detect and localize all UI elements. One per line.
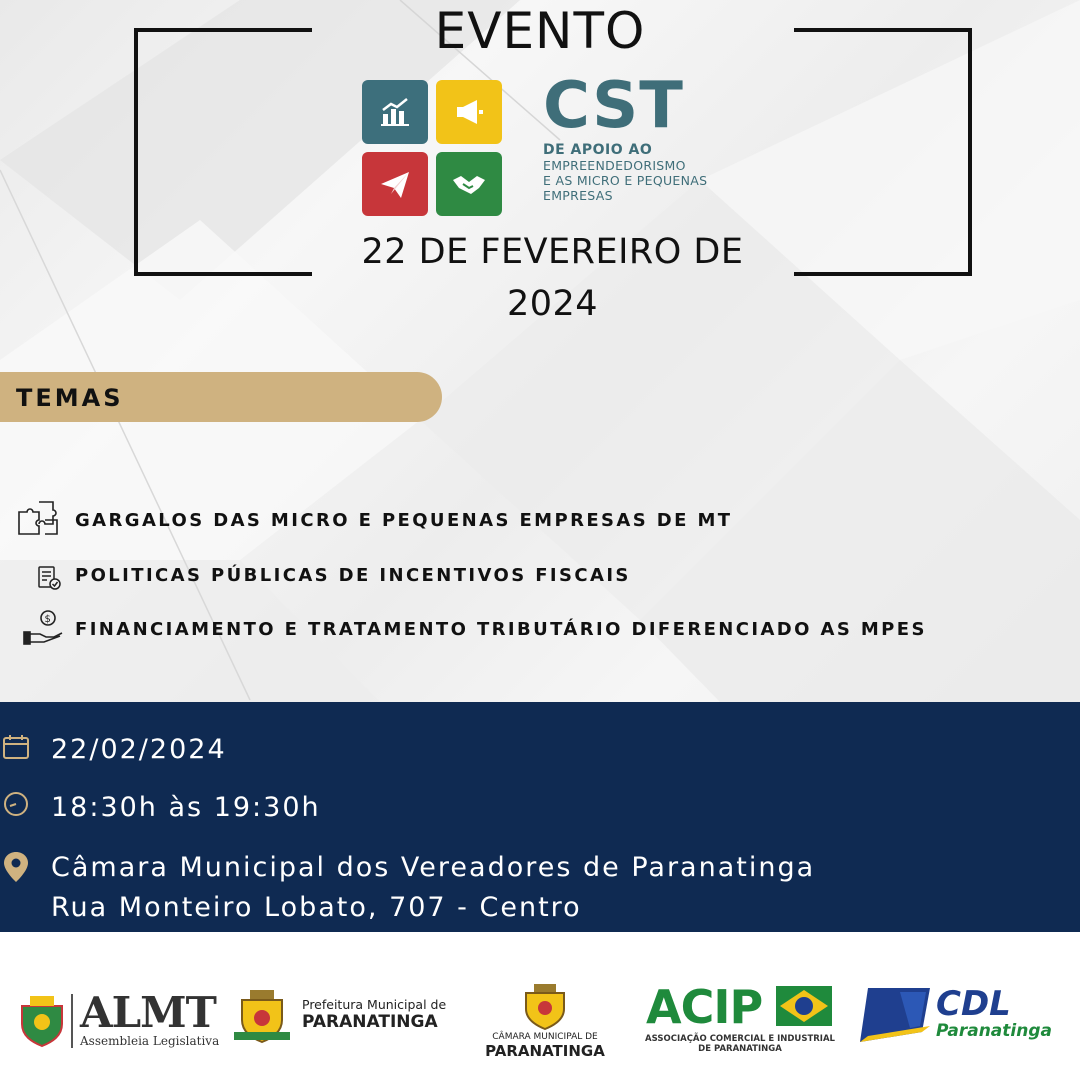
acip-flag-icon bbox=[776, 986, 832, 1030]
almt-logo bbox=[80, 988, 220, 1048]
calendar-icon bbox=[2, 734, 30, 764]
camara-crest-icon bbox=[520, 982, 570, 1036]
paper-plane-icon bbox=[362, 152, 428, 216]
event-info-band bbox=[0, 702, 1080, 932]
cdl-name: CDL bbox=[936, 984, 1011, 1024]
camara-logo bbox=[470, 1032, 620, 1060]
cdl-mark-icon bbox=[860, 988, 930, 1048]
cst-line: EMPRESAS bbox=[543, 188, 613, 203]
event-label: EVENTO bbox=[434, 2, 646, 60]
prefeitura-logo bbox=[302, 997, 446, 1032]
acip-sub bbox=[640, 1034, 840, 1054]
topic-item bbox=[0, 557, 1000, 597]
topic-label: FINANCIAMENTO E TRATAMENTO TRIBUTÁRIO DIFERENCIADO AS MPES bbox=[75, 619, 927, 640]
event-date: 22/02/2024 bbox=[51, 734, 227, 765]
topic-label: GARGALOS DAS MICRO E PEQUENAS EMPRESAS DE MT bbox=[75, 510, 733, 531]
topic-item bbox=[0, 611, 1000, 651]
bar-chart-icon bbox=[362, 80, 428, 144]
svg-text:$: $ bbox=[44, 614, 51, 625]
puzzle-icon bbox=[16, 498, 60, 542]
prefeitura-line1: Prefeitura Municipal de bbox=[302, 997, 447, 1012]
checklist-icon bbox=[37, 565, 61, 595]
info-date-row bbox=[0, 730, 1080, 770]
almt-sub: Assembleia Legislativa bbox=[80, 1034, 220, 1048]
event-address: Rua Monteiro Lobato, 707 - Centro bbox=[51, 892, 582, 923]
cst-line: EMPREENDEDORISMO bbox=[543, 158, 686, 173]
cdl-sub: Paranatinga bbox=[936, 1021, 1052, 1041]
acip-line1: ASSOCIAÇÃO COMERCIAL E INDUSTRIAL bbox=[645, 1034, 835, 1044]
date-heading-line1: 22 DE FEVEREIRO DE bbox=[361, 232, 744, 272]
cst-logo-text bbox=[543, 70, 707, 203]
date-heading-line2: 2024 bbox=[506, 284, 599, 324]
cdl-logo bbox=[936, 984, 1052, 1041]
cst-logo-tiles bbox=[362, 80, 502, 218]
money-hand-icon bbox=[22, 608, 66, 652]
handshake-icon bbox=[436, 152, 502, 216]
camara-line2: PARANATINGA bbox=[485, 1042, 605, 1060]
cst-title: CST bbox=[543, 69, 684, 143]
clock-icon bbox=[2, 790, 30, 822]
camara-line1: CÂMARA MUNICIPAL DE bbox=[492, 1032, 598, 1042]
cst-line: E AS MICRO E PEQUENAS bbox=[543, 173, 708, 188]
info-time-row bbox=[0, 788, 1080, 828]
almt-divider bbox=[71, 994, 73, 1048]
temas-banner bbox=[0, 372, 442, 422]
event-venue: Câmara Municipal dos Vereadores de Paranatinga bbox=[51, 852, 816, 883]
prefeitura-line2: PARANATINGA bbox=[302, 1012, 438, 1032]
topic-label: POLITICAS PÚBLICAS DE INCENTIVOS FISCAIS bbox=[75, 565, 631, 586]
acip-logo bbox=[646, 980, 763, 1034]
sponsor-logos bbox=[0, 932, 1080, 1080]
event-date-heading bbox=[0, 226, 1080, 330]
cst-subtitle: DE APOIO AO bbox=[543, 142, 653, 158]
prefeitura-crest-icon bbox=[232, 988, 292, 1050]
topic-item bbox=[0, 502, 1000, 542]
event-time: 18:30h às 19:30h bbox=[51, 792, 321, 823]
almt-crest-icon bbox=[16, 992, 68, 1052]
megaphone-icon bbox=[436, 80, 502, 144]
temas-label: TEMAS bbox=[16, 384, 124, 412]
info-location-row bbox=[0, 848, 1080, 928]
acip-name: ACIP bbox=[646, 980, 763, 1034]
location-pin-icon bbox=[2, 850, 30, 888]
almt-name: ALMT bbox=[80, 988, 216, 1037]
acip-line2: DE PARANATINGA bbox=[698, 1044, 782, 1054]
